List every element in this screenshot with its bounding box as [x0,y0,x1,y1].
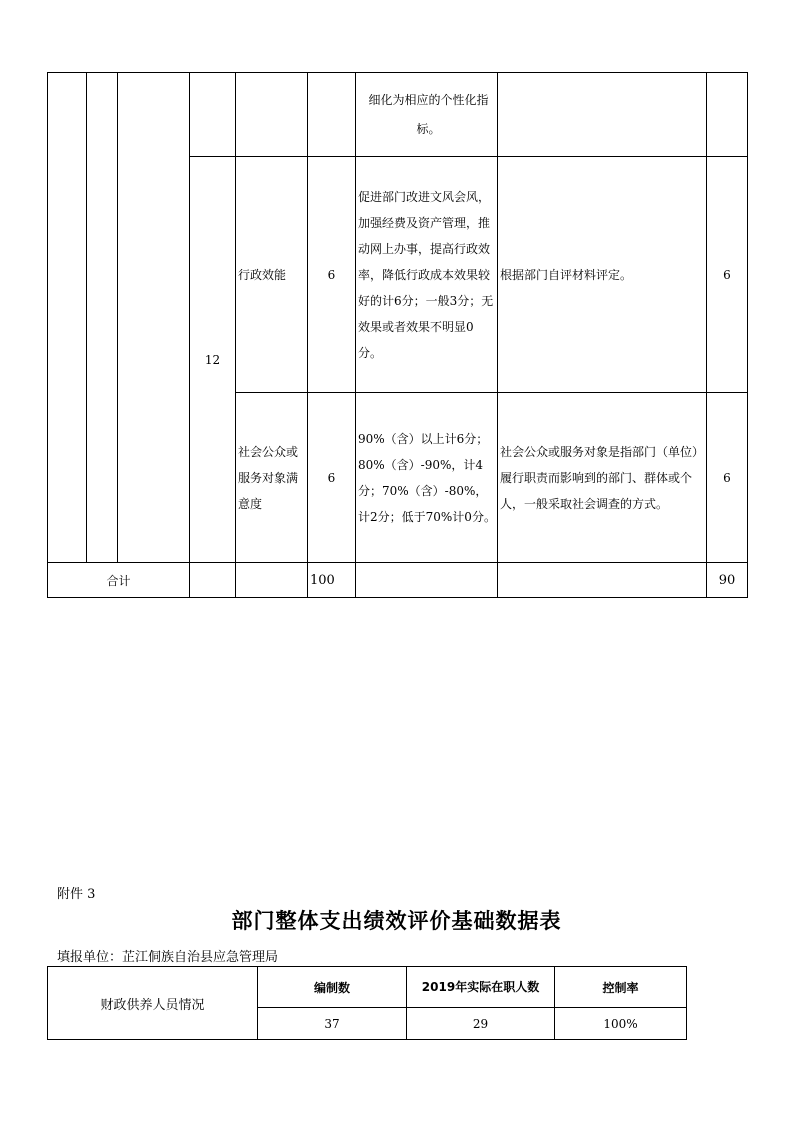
value-cell [407,1008,555,1040]
criteria-text: 细化为相应的个性化指标。 [368,92,489,136]
method-cell [498,157,707,393]
table-row [48,73,748,157]
header-cell [258,967,407,1008]
empty-cell [498,563,707,598]
level2-cell [87,73,118,563]
group-score-top-cell [190,73,236,157]
total-label: 合计 [106,573,131,588]
indicator-label: 社会公众或服务对象满意度 [238,444,299,511]
level3-cell [118,73,190,563]
evaluation-table-continued [47,72,748,598]
method-cell [498,393,707,563]
points-value: 6 [327,470,336,485]
value-cell [555,1008,687,1040]
row-label-cell [48,967,258,1040]
indicator-label: 行政效能 [238,267,287,282]
score-cell [707,393,748,563]
points-cell [308,393,356,563]
method-cell [498,73,707,157]
score-cell [707,157,748,393]
header-row [48,967,687,1008]
score-value: 6 [723,470,731,485]
criteria-cell [356,393,498,563]
indicator-cell [236,73,308,157]
criteria-cell [356,157,498,393]
quota-value: 37 [324,1016,340,1031]
points-cell [308,73,356,157]
empty-cell [190,563,236,598]
indicator-cell [236,157,308,393]
total-score: 90 [718,572,736,588]
score-cell [707,73,748,157]
criteria-text: 90%（含）以上计6分；80%（含）-90%，计4分；70%（含）-80%，计2分；低于70%计0分。 [358,431,496,524]
total-label-cell [48,563,190,598]
header-quota: 编制数 [313,980,350,995]
criteria-cell [356,73,498,157]
row-label: 财政供养人员情况 [100,997,205,1013]
total-points-cell [308,563,356,598]
header-cell [407,967,555,1008]
level1-cell [48,73,87,563]
group-score: 12 [204,352,221,367]
basic-data-table [47,966,687,1040]
indicator-cell [236,393,308,563]
points-value: 6 [327,267,336,282]
total-points: 100 [310,572,335,588]
criteria-text: 促进部门改进文风会风，加强经费及资产管理，推动网上办事，提高行政效率，降低行政成本效果较好的计6分；一般3分；无效果或者效果不明显0分。 [358,189,494,360]
method-text: 根据部门自评材料评定。 [500,267,633,282]
header-cell [555,967,687,1008]
actual-staff-value: 29 [472,1016,489,1031]
header-control-rate: 控制率 [602,980,639,995]
group-score-cell [190,157,236,563]
control-rate-value: 100% [603,1016,638,1031]
points-cell [308,157,356,393]
page-title: 部门整体支出绩效评价基础数据表 [231,909,562,933]
annex-label: 附件 3 [57,887,96,902]
total-score-cell [707,563,748,598]
empty-cell [236,563,308,598]
total-row [48,563,748,598]
header-actual-staff: 2019年实际在职人数 [421,979,540,994]
score-value: 6 [723,267,731,282]
empty-cell [356,563,498,598]
method-text: 社会公众或服务对象是指部门（单位）履行职责而影响到的部门、群体或个人，一般采取社会调查的方式。 [500,444,705,511]
reporting-unit: 填报单位：芷江侗族自治县应急管理局 [57,950,279,965]
value-cell [258,1008,407,1040]
